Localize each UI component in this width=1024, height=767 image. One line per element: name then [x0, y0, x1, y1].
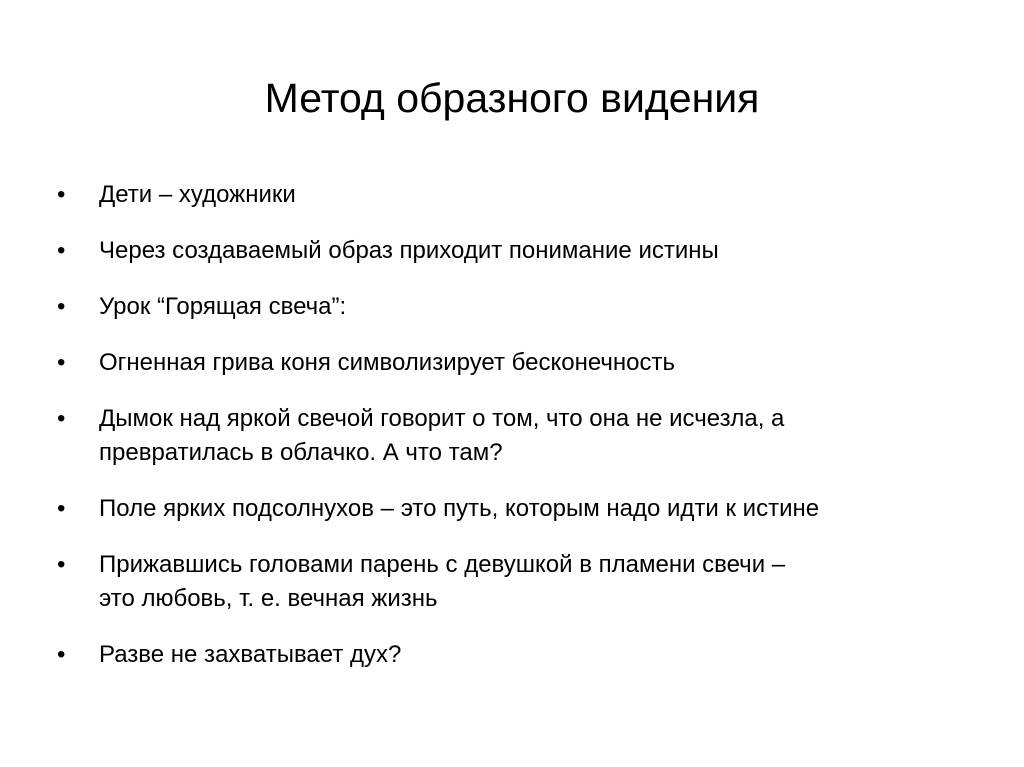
- bullet-text: Разве не захватывает дух?: [99, 641, 402, 668]
- bullet-item: [57, 290, 987, 324]
- bullet-dot-icon: •: [57, 181, 66, 208]
- bullet-item: [57, 548, 987, 616]
- bullet-dot-icon: •: [57, 641, 66, 668]
- bullet-text: Дети – художники: [99, 181, 296, 208]
- bullet-item: [57, 346, 987, 380]
- bullet-dot-icon: •: [57, 405, 66, 432]
- bullet-text: Урок “Горящая свеча”:: [99, 293, 347, 320]
- bullet-item: [57, 638, 987, 672]
- bullet-text: Поле ярких подсолнухов – это путь, которым надо идти к истине: [99, 495, 820, 522]
- bullet-text: Дымок над яркой свечой говорит о том, что она не исчезла, а превратилась в облачко. А что там?: [99, 405, 785, 466]
- bullet-dot-icon: •: [57, 237, 66, 264]
- bullet-item: [57, 178, 987, 212]
- bullet-text: Огненная грива коня символизирует бесконечность: [99, 349, 675, 376]
- bullet-item: [57, 234, 987, 268]
- bullet-dot-icon: •: [57, 551, 66, 578]
- bullet-item: [57, 492, 987, 526]
- slide-title: Метод образного видения: [264, 75, 760, 121]
- bullet-dot-icon: •: [57, 349, 66, 376]
- bullet-text: Прижавшись головами парень с девушкой в пламени свечи – это любовь, т. е. вечная жизнь: [99, 551, 786, 612]
- bullet-list: [57, 178, 987, 694]
- bullet-item: [57, 402, 987, 470]
- bullet-dot-icon: •: [57, 495, 66, 522]
- bullet-dot-icon: •: [57, 293, 66, 320]
- bullet-text: Через создаваемый образ приходит понимание истины: [99, 237, 719, 264]
